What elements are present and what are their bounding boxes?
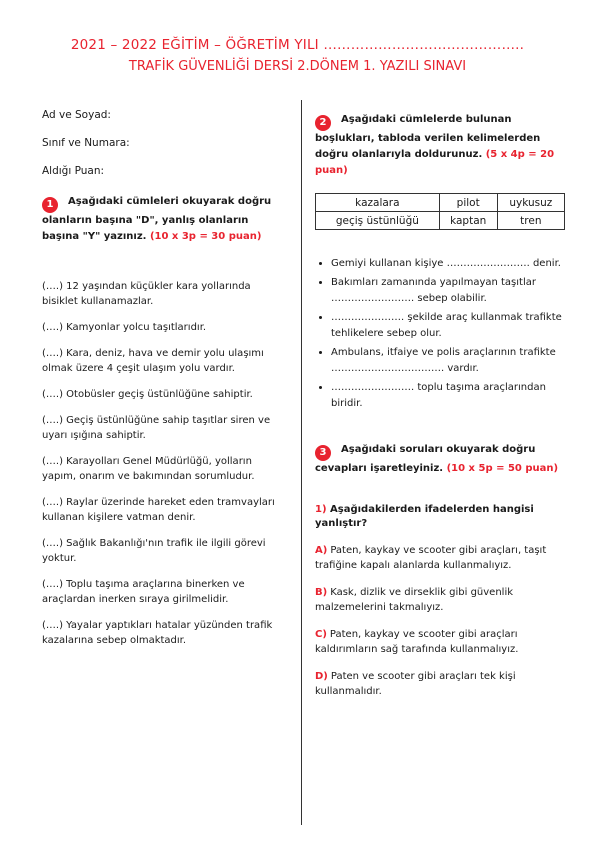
word-bank-cell: tren <box>497 212 564 230</box>
question-2-points: (5 x 4p = 20 puan) <box>315 149 555 176</box>
left-column <box>42 108 287 659</box>
student-name-field[interactable]: Ad ve Soyad: <box>42 109 111 121</box>
question-3-number-badge: 3 <box>315 445 331 461</box>
word-bank-cell: kazalara <box>316 194 440 212</box>
question-2-heading <box>315 112 567 179</box>
option-key: B) <box>315 587 328 598</box>
mcq-option-c[interactable] <box>315 627 567 657</box>
question-3-heading <box>315 442 567 477</box>
exam-title: TRAFİK GÜVENLİĞİ DERSİ 2.DÖNEM 1. YAZILI SINAVI <box>128 59 467 74</box>
question-1-instruction: Aşağıdaki cümleleri okuyarak doğru olanların başına "D", yanlış olanların başına "Y" yazınız. <box>42 196 272 242</box>
mcq-question-number: 1) <box>315 504 327 515</box>
option-text: Kask, dizlik ve dirseklik gibi güvenlik malzemelerini takmalıyız. <box>315 587 514 613</box>
question-2-number-badge: 2 <box>315 115 331 131</box>
true-false-item[interactable]: (….) Kara, deniz, hava ve demir yolu ulaşımı olmak üzere 4 çeşit ulaşım yolu vardır. <box>42 348 264 374</box>
mcq-question <box>315 503 567 531</box>
word-bank-row <box>316 212 565 230</box>
mcq-option-b[interactable] <box>315 585 567 615</box>
option-text: Paten, kaykay ve scooter gibi araçları, taşıt trafiğine kapalı alanlarda kullanmalıyız. <box>315 545 547 571</box>
student-score-field[interactable]: Aldığı Puan: <box>42 165 105 177</box>
true-false-item[interactable]: (….) Kamyonlar yolcu taşıtlarıdır. <box>42 322 207 333</box>
true-false-item[interactable]: (….) Karayolları Genel Müdürlüğü, yolların yapım, onarım ve bakımından sorumludur. <box>42 456 255 482</box>
word-bank-cell: uykusuz <box>497 194 564 212</box>
mcq-option-d[interactable] <box>315 669 567 699</box>
true-false-item[interactable]: (….) Geçiş üstünlüğüne sahip taşıtlar siren ve uyarı ışığına sahiptir. <box>42 415 271 441</box>
true-false-list <box>42 279 287 648</box>
word-bank-table <box>315 193 565 230</box>
true-false-item[interactable]: (….) Raylar üzerinde hareket eden tramvayları kullanan kişilere vatman denir. <box>42 497 275 523</box>
true-false-item[interactable]: (….) Yayalar yaptıkları hatalar yüzünden trafik kazalarına sebep olmaktadır. <box>42 620 273 646</box>
mcq-question-text: Aşağıdakilerden ifadelerden hangisi yanlıştır? <box>315 504 534 529</box>
true-false-item[interactable]: (….) 12 yaşından küçükler kara yollarında bisiklet kullanamazlar. <box>42 281 251 307</box>
fill-in-blank-item[interactable]: • Bakımları zamanında yapılmayan taşıtlar ……………………. sebep olabilir. <box>331 275 567 307</box>
student-class-field[interactable]: Sınıf ve Numara: <box>42 137 130 149</box>
option-text: Paten ve scooter gibi araçları tek kişi kullanmalıdır. <box>315 671 516 697</box>
mcq-option-a[interactable] <box>315 543 567 573</box>
question-3-instruction: Aşağıdaki soruları okuyarak doğru cevapları işaretleyiniz. <box>315 444 536 474</box>
question-3-points: (10 x 5p = 50 puan) <box>446 463 559 474</box>
right-column <box>315 112 567 699</box>
word-bank-cell: kaptan <box>439 212 497 230</box>
word-bank-row <box>316 194 565 212</box>
true-false-item[interactable]: (….) Sağlık Bakanlığı'nın trafik ile ilgili görevi yoktur. <box>42 538 266 564</box>
word-bank-cell: pilot <box>439 194 497 212</box>
true-false-item[interactable]: (….) Otobüsler geçiş üstünlüğüne sahiptir. <box>42 389 253 400</box>
option-key: A) <box>315 545 328 556</box>
question-1-number-badge: 1 <box>42 197 58 213</box>
fill-in-blank-item[interactable]: • Ambulans, itfaiye ve polis araçlarının trafikte ……………………………. vardır. <box>331 345 567 377</box>
option-key: D) <box>315 671 328 682</box>
word-bank-cell: geçiş üstünlüğü <box>316 212 440 230</box>
true-false-item[interactable]: (….) Toplu taşıma araçlarına binerken ve araçlardan inerken sıraya girilmelidir. <box>42 579 245 605</box>
column-divider <box>301 100 302 825</box>
question-1-points: (10 x 3p = 30 puan) <box>149 231 262 242</box>
option-text: Paten, kaykay ve scooter gibi araçları kaldırımların sağ tarafında kullanmalıyız. <box>315 629 519 655</box>
question-2-instruction: Aşağıdaki cümlelerde bulunan boşlukları, tabloda verilen kelimelerden doğru olanlarıyla doldurunuz. <box>315 114 541 160</box>
exam-header <box>0 36 595 77</box>
fill-in-blank-item[interactable]: • …………………. şekilde araç kullanmak trafikte tehlikelere sebep olur. <box>331 310 567 342</box>
fill-in-blank-list <box>315 256 567 412</box>
question-1-heading <box>42 194 287 245</box>
fill-in-blank-item[interactable]: • Gemiyi kullanan kişiye ……………………. denir. <box>331 256 567 272</box>
fill-in-blank-item[interactable]: • ……………………. toplu taşıma araçlarından biridir. <box>331 380 567 412</box>
option-key: C) <box>315 629 327 640</box>
exam-year-line: 2021 – 2022 EĞİTİM – ÖĞRETİM YILI …………………………………….. <box>70 37 525 53</box>
